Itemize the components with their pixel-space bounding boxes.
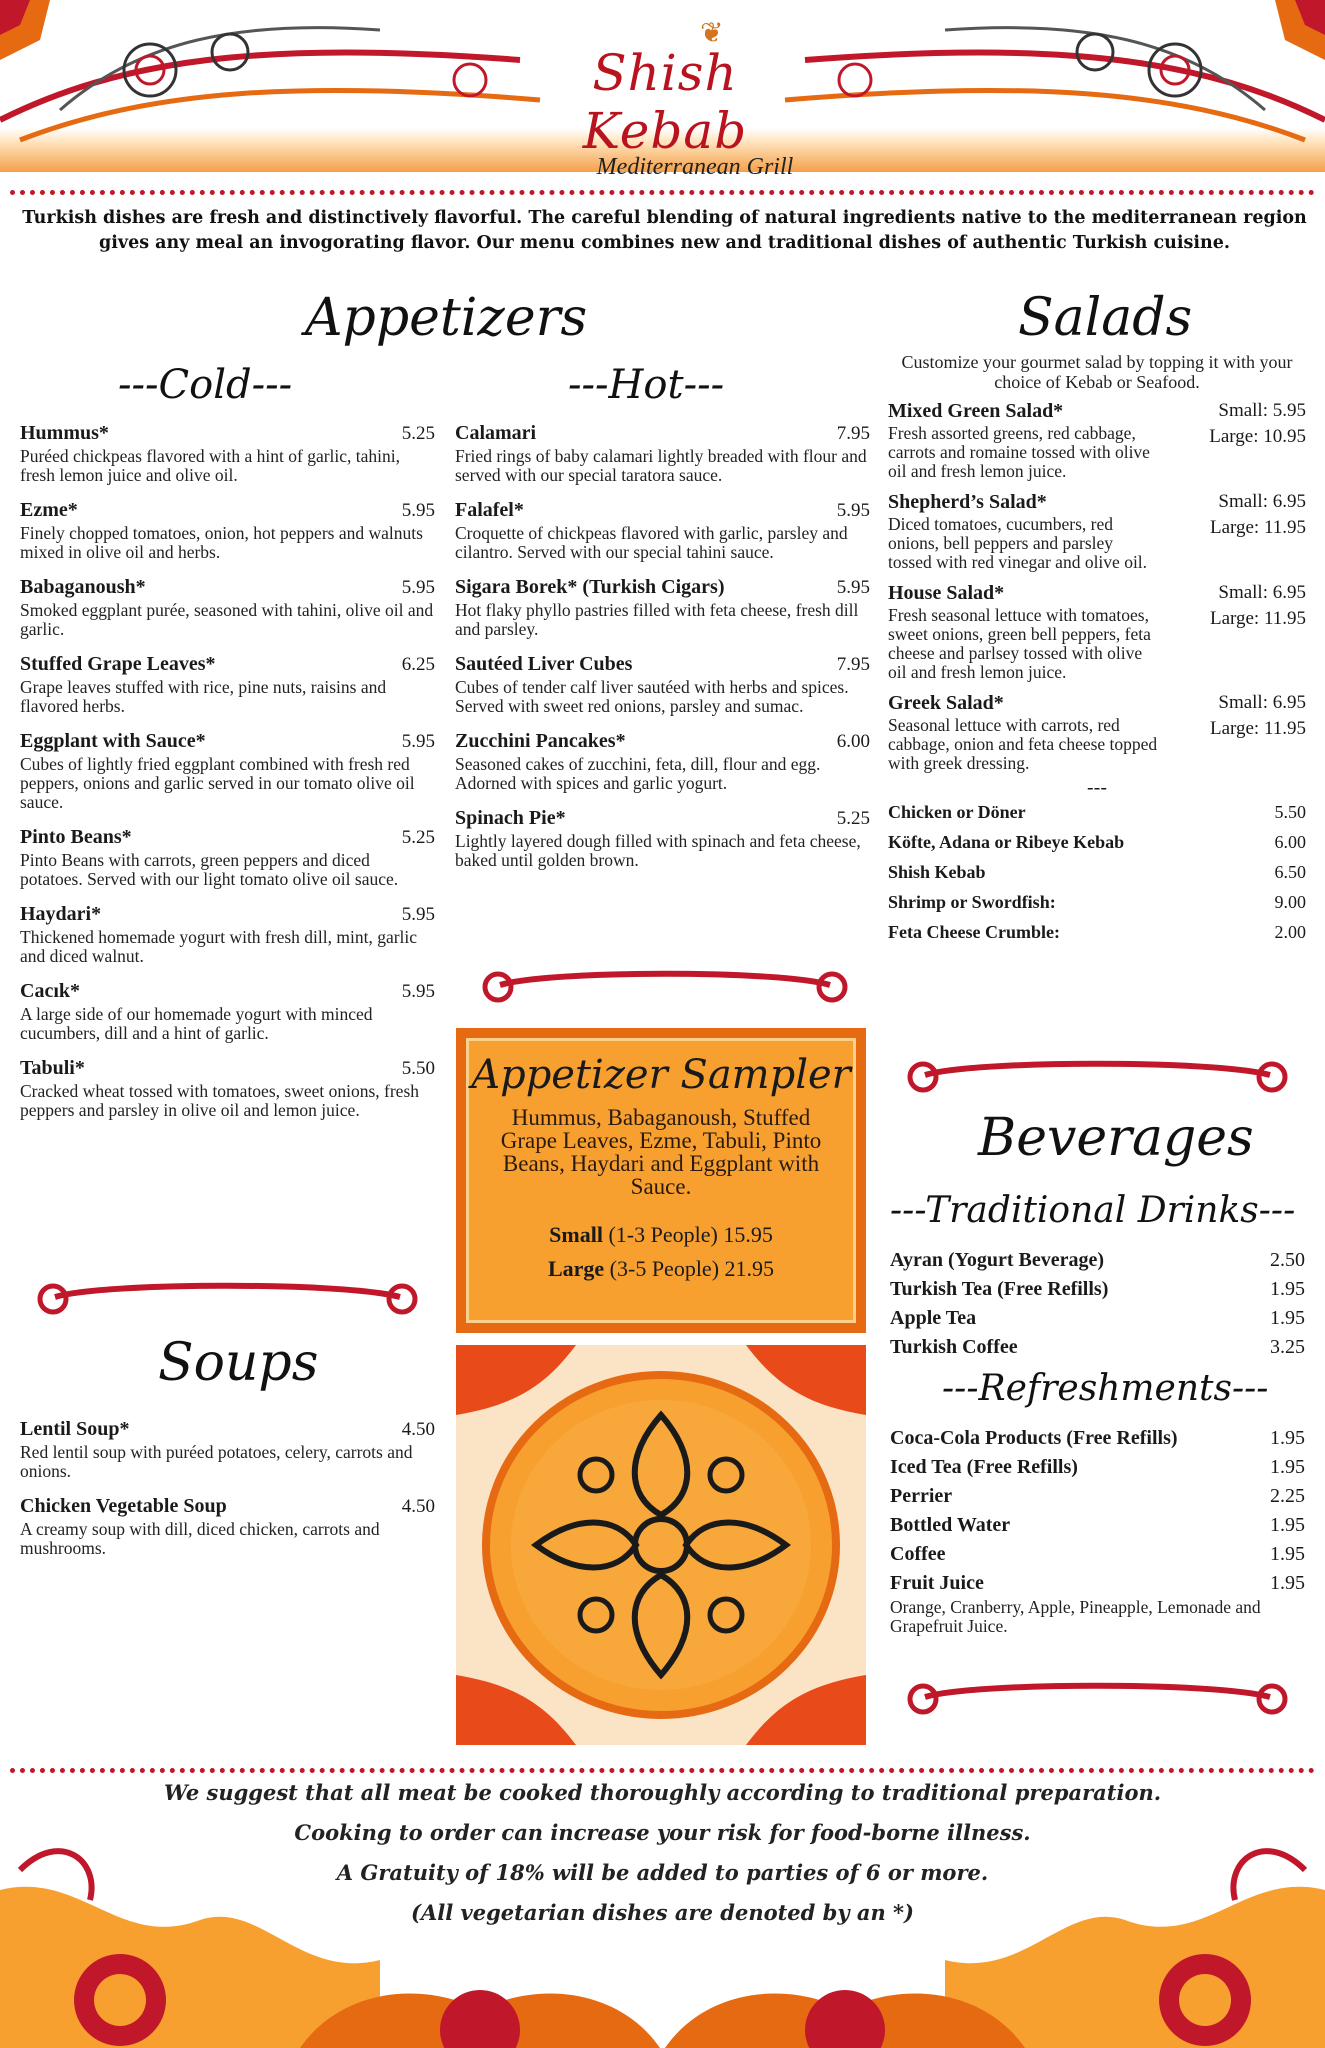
item-name: Stuffed Grape Leaves* — [20, 653, 216, 675]
drink-row — [890, 1569, 1305, 1598]
item-desc: Smoked eggplant purée, seasoned with tahini, olive oil and garlic. — [20, 600, 434, 639]
sampler-small — [466, 1218, 856, 1252]
drink-price: 1.95 — [1270, 1278, 1305, 1300]
item-price: 5.50 — [401, 1058, 435, 1079]
drink-name: Bottled Water — [890, 1514, 1011, 1536]
item-name: Spinach Pie* — [455, 807, 566, 829]
drink-name: Coca-Cola Products (Free Refills) — [890, 1427, 1178, 1449]
salad-item — [888, 489, 1306, 572]
item-name: Sigara Borek* (Turkish Cigars) — [455, 576, 725, 598]
butterfly-icon: ❦ — [700, 16, 724, 49]
item-name: Sautéed Liver Cubes — [455, 653, 633, 675]
item-desc: Croquette of chickpeas flavored with garlic, parsley and cilantro. Served with our special tahini sauce. — [455, 523, 848, 562]
bottom-divider — [10, 1768, 1315, 1773]
item-name: Zucchini Pancakes* — [455, 730, 626, 752]
footer-line-2: Cooking to order can increase your risk for food-borne illness. — [294, 1820, 1031, 1845]
topping-name: Feta Cheese Crumble: — [888, 922, 1060, 942]
salads-title: Salads — [1018, 288, 1193, 348]
topping-price: 5.50 — [1274, 802, 1306, 822]
soups-title: Soups — [158, 1333, 319, 1393]
menu-item — [455, 805, 870, 870]
item-name: Greek Salad* — [888, 692, 1004, 714]
restaurant-subtitle: Mediterranean Grill — [596, 154, 794, 175]
item-name: Eggplant with Sauce* — [20, 730, 206, 752]
menu-item — [20, 651, 435, 716]
item-name: Falafel* — [455, 499, 524, 521]
swirl-divider-salads — [895, 1050, 1300, 1100]
drink-price: 1.95 — [1270, 1427, 1305, 1449]
item-name: Calamari — [455, 422, 537, 444]
traditional-drinks-title: ---Traditional Drinks--- — [890, 1190, 1296, 1231]
top-divider — [10, 190, 1315, 195]
menu-item — [20, 728, 435, 812]
left-swirl-ornament — [0, 0, 560, 170]
item-desc: Cubes of tender calf liver sautéed with herbs and spices. Served with sweet red onions, parsley and sumac. — [455, 677, 849, 716]
topping-row — [888, 857, 1306, 887]
topping-name: Shish Kebab — [888, 862, 986, 882]
drink-price: 2.50 — [1270, 1249, 1305, 1271]
drink-price: 1.95 — [1270, 1543, 1305, 1565]
salad-item — [888, 580, 1306, 682]
item-name: Ezme* — [20, 499, 78, 521]
salad-item — [888, 398, 1306, 481]
large-price: Large: 11.95 — [1209, 517, 1306, 538]
item-desc: Seasonal lettuce with carrots, red cabbage, onion and feta cheese topped with greek dressing. — [888, 715, 1158, 773]
sampler-large — [466, 1252, 856, 1286]
sampler-desc: Hummus, Babaganoush, Stuffed Grape Leaves, Ezme, Tabuli, Pinto Beans, Haydari and Eggplant with Sauce. — [500, 1105, 822, 1199]
item-price: 7.95 — [836, 654, 870, 675]
menu-item — [20, 1055, 435, 1120]
topping-price: 2.00 — [1274, 922, 1306, 942]
topping-row — [888, 917, 1306, 947]
hot-appetizers-list — [455, 420, 870, 882]
item-desc: Hot flaky phyllo pastries filled with feta cheese, fresh dill and parsley. — [455, 600, 859, 639]
item-desc: Red lentil soup with puréed potatoes, celery, carrots and onions. — [20, 1442, 413, 1481]
item-name: Babaganoush* — [20, 576, 146, 598]
swirl-divider-beverages — [895, 1672, 1300, 1722]
item-name: Haydari* — [20, 903, 102, 925]
topping-price: 9.00 — [1274, 892, 1306, 912]
small-price: Small: 5.95 — [1218, 400, 1306, 421]
swirl-divider-cold — [25, 1272, 430, 1322]
item-desc: Pinto Beans with carrots, green peppers and diced potatoes. Served with our light tomato olive oil sauce. — [20, 850, 399, 889]
drink-price: 1.95 — [1270, 1307, 1305, 1329]
drink-row — [890, 1453, 1305, 1482]
item-name: Lentil Soup* — [20, 1418, 130, 1440]
item-price: 5.95 — [401, 904, 435, 925]
footer-line-3: A Gratuity of 18% will be added to parties of 6 or more. — [336, 1860, 989, 1885]
menu-item — [20, 978, 435, 1043]
sampler-title: Appetizer Sampler — [471, 1052, 851, 1098]
menu-item — [20, 901, 435, 966]
item-name: Chicken Vegetable Soup — [20, 1495, 227, 1517]
right-swirl-ornament — [765, 0, 1325, 170]
drink-name: Ayran (Yogurt Beverage) — [890, 1249, 1105, 1271]
large-price: Large: 10.95 — [1209, 426, 1306, 447]
menu-item — [20, 1416, 435, 1481]
drink-price: 1.95 — [1270, 1514, 1305, 1536]
item-desc: Fresh seasonal lettuce with tomatoes, sweet onions, green bell peppers, feta cheese and parlsey tossed with olive oil and fresh lemon juice. — [888, 605, 1151, 682]
small-price: Small: 6.95 — [1218, 582, 1306, 603]
item-desc: Lightly layered dough filled with spinach and feta cheese, baked until golden brown. — [455, 831, 861, 870]
item-name: Cacık* — [20, 980, 80, 1002]
beverages-title: Beverages — [978, 1108, 1254, 1168]
item-desc: Grape leaves stuffed with rice, pine nuts, raisins and flavored herbs. — [20, 677, 387, 716]
footer-line-4: (All vegetarian dishes are denoted by an *) — [411, 1900, 914, 1925]
drink-row — [890, 1246, 1305, 1275]
menu-item — [20, 420, 435, 485]
item-desc: Puréed chickpeas flavored with a hint of garlic, tahini, fresh lemon juice and olive oil. — [20, 446, 401, 485]
item-price: 5.25 — [401, 827, 435, 848]
item-name: Shepherd’s Salad* — [888, 491, 1047, 513]
appetizer-sampler-box — [456, 1028, 866, 1333]
cold-appetizers-list — [20, 420, 435, 1132]
topping-name: Chicken or Döner — [888, 802, 1026, 822]
topping-price: 6.50 — [1274, 862, 1306, 882]
restaurant-name: Shish Kebab — [582, 44, 748, 160]
item-price: 6.25 — [401, 654, 435, 675]
drink-price: 1.95 — [1270, 1456, 1305, 1478]
item-price: 4.50 — [401, 1419, 435, 1440]
drink-name: Turkish Tea (Free Refills) — [890, 1278, 1109, 1300]
cold-title: ---Cold--- — [118, 362, 293, 408]
refreshments-title: ---Refreshments--- — [942, 1368, 1269, 1409]
topping-name: Shrimp or Swordfish: — [888, 892, 1056, 912]
item-price: 6.00 — [836, 731, 870, 752]
menu-item — [455, 420, 870, 485]
large-price: Large: 11.95 — [1209, 718, 1306, 739]
restaurant-logo — [515, 44, 815, 175]
item-name: Hummus* — [20, 422, 109, 444]
item-name: House Salad* — [888, 582, 1005, 604]
drink-price: 3.25 — [1270, 1336, 1305, 1358]
topping-name: Köfte, Adana or Ribeye Kebab — [888, 832, 1125, 852]
salad-note: Customize your gourmet salad by topping it with your choice of Kebab or Seafood. — [901, 352, 1293, 392]
item-price: 5.95 — [401, 981, 435, 1002]
size-detail: (3-5 People) 21.95 — [609, 1256, 775, 1281]
appetizers-title: Appetizers — [305, 288, 588, 348]
salads-list — [888, 352, 1306, 947]
soups-list — [20, 1416, 435, 1570]
drink-name: Iced Tea (Free Refills) — [890, 1456, 1078, 1478]
topping-row — [888, 827, 1306, 857]
menu-item — [20, 497, 435, 562]
drink-name: Coffee — [890, 1543, 946, 1565]
drink-row — [890, 1482, 1305, 1511]
menu-header — [0, 0, 1325, 175]
drink-name: Fruit Juice — [890, 1572, 984, 1594]
juice-note: Orange, Cranberry, Apple, Pineapple, Lemonade and Grapefruit Juice. — [890, 1597, 1261, 1636]
drink-price: 1.95 — [1270, 1572, 1305, 1594]
drink-row — [890, 1540, 1305, 1569]
size-label: Small — [549, 1222, 603, 1247]
intro-text: Turkish dishes are fresh and distinctively flavorful. The careful blending of natural ingredients native to the mediterranean region gives any meal an invogorating flavor. Our menu combines new and traditional dishes of authentic Turkish cuisine. — [22, 208, 1307, 253]
item-price: 5.95 — [401, 500, 435, 521]
item-desc: Fresh assorted greens, red cabbage, carrots and romaine tossed with olive oil and fresh lemon juice. — [888, 423, 1150, 481]
item-desc: Cracked wheat tossed with tomatoes, sweet onions, fresh peppers and parsley in olive oil and lemon juice. — [20, 1081, 420, 1120]
menu-item — [455, 497, 870, 562]
item-desc: Finely chopped tomatoes, onion, hot peppers and walnuts mixed in olive oil and herbs. — [20, 523, 423, 562]
drink-row — [890, 1275, 1305, 1304]
large-price: Large: 11.95 — [1209, 608, 1306, 629]
small-price: Small: 6.95 — [1218, 491, 1306, 512]
item-price: 5.25 — [836, 808, 870, 829]
hot-title: ---Hot--- — [568, 362, 725, 408]
topping-divider: --- — [1086, 775, 1108, 799]
drink-name: Perrier — [890, 1485, 953, 1507]
size-label: Large — [547, 1256, 605, 1281]
small-price: Small: 6.95 — [1218, 692, 1306, 713]
item-price: 5.95 — [401, 577, 435, 598]
item-price: 5.95 — [836, 577, 870, 598]
item-name: Pinto Beans* — [20, 826, 132, 848]
footer-line-1: We suggest that all meat be cooked thoroughly according to traditional preparation. — [163, 1780, 1162, 1805]
decorative-ornament-tile — [456, 1345, 866, 1745]
drink-name: Turkish Coffee — [890, 1336, 1018, 1358]
menu-item — [20, 1493, 435, 1558]
drink-name: Apple Tea — [890, 1307, 977, 1329]
item-desc: Fried rings of baby calamari lightly breaded with flour and served with our special taratora sauce. — [455, 446, 867, 485]
item-name: Mixed Green Salad* — [888, 400, 1064, 422]
item-name: Tabuli* — [20, 1057, 85, 1079]
traditional-drinks-list — [890, 1246, 1305, 1362]
item-price: 4.50 — [401, 1496, 435, 1517]
topping-price: 6.00 — [1274, 832, 1306, 852]
item-price: 5.25 — [401, 423, 435, 444]
salad-item — [888, 690, 1306, 773]
menu-item — [20, 824, 435, 889]
drink-row — [890, 1333, 1305, 1362]
drink-row — [890, 1511, 1305, 1540]
menu-item — [455, 651, 870, 716]
item-desc: Cubes of lightly fried eggplant combined with fresh red peppers, onions and garlic served in our tomato olive oil sauce. — [20, 754, 415, 812]
refreshments-list — [890, 1424, 1305, 1636]
item-price: 5.95 — [401, 731, 435, 752]
drink-price: 2.25 — [1270, 1485, 1305, 1507]
menu-item — [455, 728, 870, 793]
drink-row — [890, 1304, 1305, 1333]
item-price: 5.95 — [836, 500, 870, 521]
item-desc: Seasoned cakes of zucchini, feta, dill, flour and egg. Adorned with spices and garlic yogurt. — [455, 754, 821, 793]
drink-row — [890, 1424, 1305, 1453]
item-desc: A creamy soup with dill, diced chicken, carrots and mushrooms. — [20, 1519, 380, 1558]
size-detail: (1-3 People) 15.95 — [608, 1222, 773, 1247]
topping-row — [888, 797, 1306, 827]
swirl-divider-hot — [470, 960, 860, 1010]
menu-item — [20, 574, 435, 639]
item-desc: A large side of our homemade yogurt with minced cucumbers, dill and a hint of garlic. — [20, 1004, 373, 1043]
menu-item — [455, 574, 870, 639]
topping-row — [888, 887, 1306, 917]
item-price: 7.95 — [836, 423, 870, 444]
item-desc: Diced tomatoes, cucumbers, red onions, bell peppers and parsley tossed with red vinegar and olive oil. — [888, 514, 1148, 572]
item-desc: Thickened homemade yogurt with fresh dill, mint, garlic and diced walnut. — [20, 927, 418, 966]
